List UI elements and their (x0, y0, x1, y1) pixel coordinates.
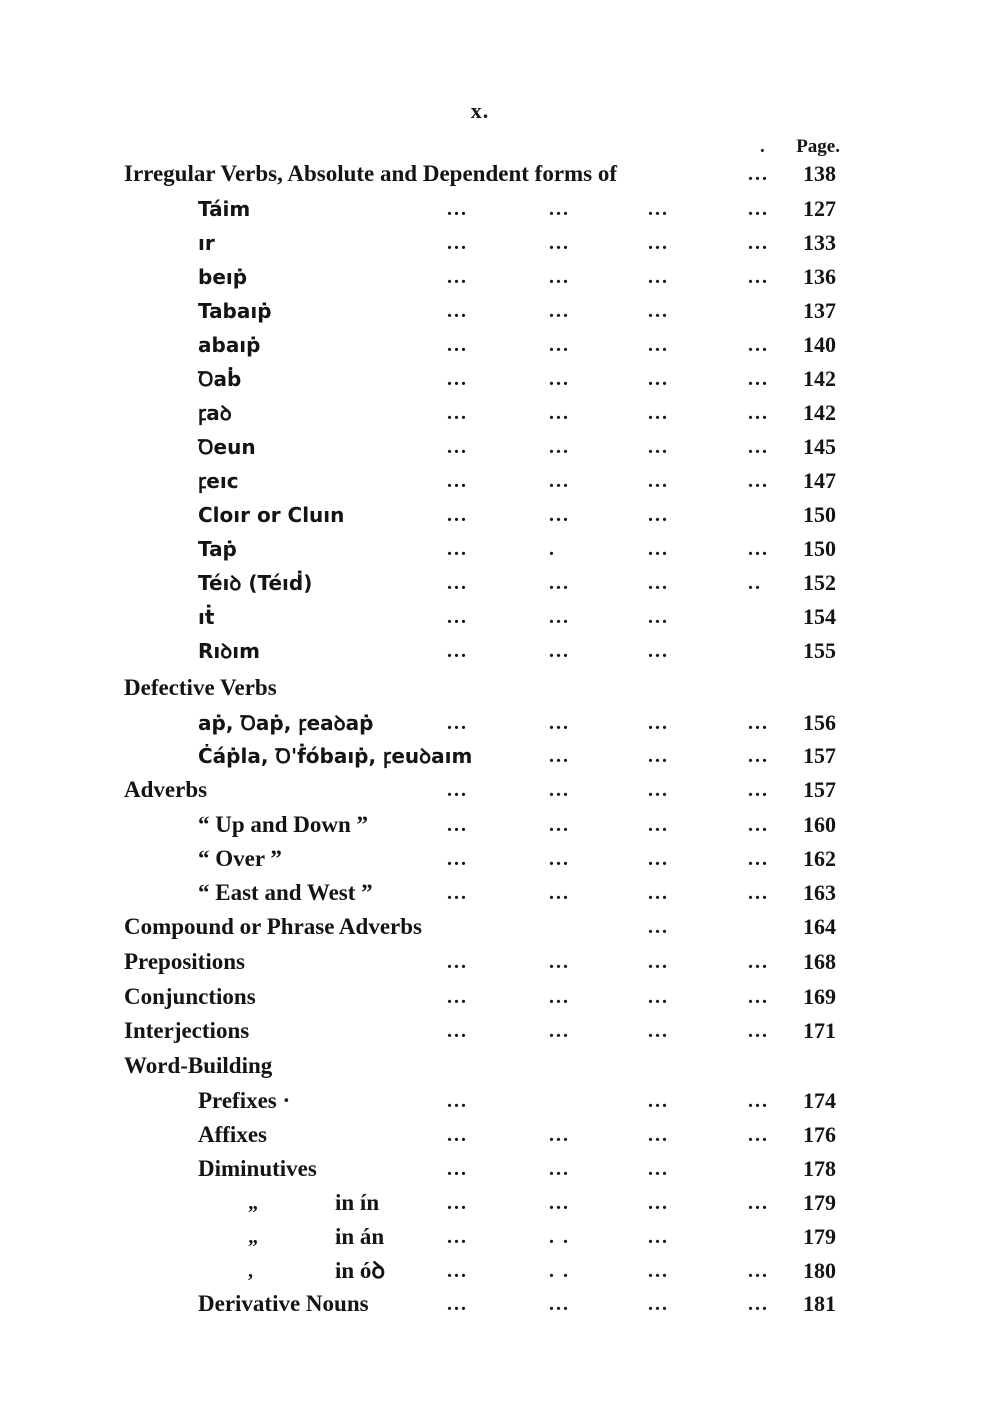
leader-dots: ... (748, 198, 769, 220)
entry-page: 176 (803, 1122, 836, 1147)
leader-dots: ... (748, 1260, 769, 1282)
leader-dots: ... (447, 848, 468, 870)
toc-entry (0, 397, 1000, 429)
toc-entry (0, 946, 1000, 978)
entry-label: ꝼaꝺ (198, 401, 232, 425)
leader-dots: . . (549, 1260, 570, 1282)
entry-page: 171 (803, 1018, 836, 1043)
leader-dots: . (549, 538, 556, 560)
toc-entry (0, 635, 1000, 667)
leader-dots: ... (748, 538, 769, 560)
column-dot: . (760, 136, 765, 157)
entry-page: 160 (803, 812, 836, 837)
leader-dots: ... (549, 300, 570, 322)
leader-dots: ... (748, 986, 769, 1008)
entry-page: 127 (803, 196, 836, 221)
entry-label: in án (335, 1224, 385, 1249)
toc-entry (0, 740, 1000, 772)
leader-dots: ... (549, 1293, 570, 1315)
entry-label: Word-Building (124, 1053, 273, 1078)
leader-dots: ... (748, 814, 769, 836)
leader-dots: ... (648, 640, 669, 662)
leader-dots: ... (447, 1226, 468, 1248)
leader-dots: ... (447, 606, 468, 628)
leader-dots: ... (549, 986, 570, 1008)
leader-dots: ... (549, 470, 570, 492)
entry-page: 157 (803, 777, 836, 802)
entry-label: Ꝺaḃ (198, 367, 242, 391)
leader-dots: ... (447, 538, 468, 560)
toc-entry (0, 707, 1000, 739)
leader-dots: ... (447, 334, 468, 356)
leader-dots: ... (648, 712, 669, 734)
leader-dots: ... (648, 986, 669, 1008)
page-column-header (760, 136, 840, 158)
toc-entry (0, 193, 1000, 225)
toc-entry (0, 431, 1000, 463)
leader-dots: ... (447, 572, 468, 594)
toc-entry (0, 295, 1000, 327)
leader-dots: ... (549, 572, 570, 594)
leader-dots: ... (748, 436, 769, 458)
leader-dots: .. (748, 572, 762, 594)
leader-dots: ... (748, 712, 769, 734)
entry-page: 164 (803, 914, 836, 939)
leader-dots: ... (549, 606, 570, 628)
entry-page: 162 (803, 846, 836, 871)
entry-label: abaıṗ (198, 333, 261, 357)
toc-entry (0, 981, 1000, 1013)
leader-dots: ... (648, 1226, 669, 1248)
entry-label: Tabaıṗ (198, 299, 272, 323)
entry-page: 147 (803, 468, 836, 493)
leader-dots: ... (447, 198, 468, 220)
entry-page: 174 (803, 1088, 836, 1113)
entry-page: 157 (803, 743, 836, 768)
toc-entry (0, 1119, 1000, 1151)
leader-dots: ... (648, 334, 669, 356)
toc-entry (0, 1153, 1000, 1185)
leader-dots: ... (648, 572, 669, 594)
leader-dots: ... (549, 779, 570, 801)
leader-dots: ... (549, 814, 570, 836)
leader-dots: ... (549, 848, 570, 870)
entry-page: 138 (803, 161, 836, 186)
leader-dots: ... (447, 402, 468, 424)
leader-dots: ... (748, 163, 769, 185)
leader-dots: ... (447, 1020, 468, 1042)
leader-dots: ... (549, 334, 570, 356)
leader-dots: ... (748, 779, 769, 801)
leader-dots: ... (648, 232, 669, 254)
entry-page: 155 (803, 638, 836, 663)
toc-entry (0, 1187, 1000, 1219)
entry-label: Derivative Nouns (198, 1291, 369, 1316)
leader-dots: ... (748, 266, 769, 288)
leader-dots: ... (447, 640, 468, 662)
entry-label: Ċáṗla, Ꝺ'ḟóbaıṗ, ꝼeuꝺaım (198, 744, 473, 768)
entry-page: 169 (803, 984, 836, 1009)
entry-page: 150 (803, 536, 836, 561)
ditto-mark: „ (248, 1226, 258, 1248)
toc-entry (0, 911, 1000, 943)
leader-dots: ... (447, 504, 468, 526)
leader-dots: ... (549, 198, 570, 220)
toc-entry (0, 158, 1000, 190)
leader-dots: ... (447, 1293, 468, 1315)
entry-page: 152 (803, 570, 836, 595)
leader-dots: ... (748, 1192, 769, 1214)
entry-page: 137 (803, 298, 836, 323)
entry-page: 179 (803, 1224, 836, 1249)
leader-dots: ... (549, 712, 570, 734)
leader-dots: ... (549, 1124, 570, 1146)
leader-dots: ... (447, 712, 468, 734)
leader-dots: ... (648, 504, 669, 526)
leader-dots: ... (549, 951, 570, 973)
leader-dots: ... (447, 1158, 468, 1180)
toc-entry (0, 261, 1000, 293)
leader-dots: ... (648, 1090, 669, 1112)
leader-dots: ... (648, 470, 669, 492)
leader-dots: ... (447, 1090, 468, 1112)
toc-entry (0, 227, 1000, 259)
leader-dots: ... (648, 606, 669, 628)
leader-dots: ... (648, 745, 669, 767)
leader-dots: ... (447, 882, 468, 904)
toc-entry (0, 329, 1000, 361)
ditto-mark: „ (248, 1192, 258, 1214)
entry-label: Táim (198, 197, 251, 221)
leader-dots: ... (447, 300, 468, 322)
leader-dots: ... (549, 640, 570, 662)
leader-dots: ... (648, 779, 669, 801)
leader-dots: ... (648, 266, 669, 288)
leader-dots: ... (549, 882, 570, 904)
entry-label: Rıꝺım (198, 639, 260, 663)
entry-page: 178 (803, 1156, 836, 1181)
entry-page: 180 (803, 1258, 836, 1283)
leader-dots: ... (748, 951, 769, 973)
entry-label: Defective Verbs (124, 675, 277, 700)
leader-dots: ... (648, 951, 669, 973)
toc-entry (0, 1288, 1000, 1320)
leader-dots: ... (447, 368, 468, 390)
entry-label: ır (198, 231, 215, 255)
leader-dots: ... (648, 916, 669, 938)
entry-page: 140 (803, 332, 836, 357)
leader-dots: ... (447, 1260, 468, 1282)
leader-dots: ... (549, 745, 570, 767)
entry-label: “ East and West ” (198, 880, 373, 905)
entry-page: 156 (803, 710, 836, 735)
toc-entry (0, 533, 1000, 565)
entry-page: 142 (803, 400, 836, 425)
leader-dots: ... (447, 436, 468, 458)
entry-label: Interjections (124, 1018, 250, 1043)
toc-section-heading (0, 672, 1000, 704)
leader-dots: ... (648, 402, 669, 424)
entry-page: 142 (803, 366, 836, 391)
leader-dots: . . (549, 1226, 570, 1248)
toc-entry (0, 499, 1000, 531)
leader-dots: ... (748, 368, 769, 390)
toc-entry (0, 465, 1000, 497)
toc-entry (0, 877, 1000, 909)
leader-dots: ... (748, 745, 769, 767)
entry-label: Irregular Verbs, Absolute and Dependent forms of (124, 161, 618, 186)
entry-page: 150 (803, 502, 836, 527)
entry-label: in óꝺ (335, 1258, 386, 1283)
leader-dots: ... (748, 1020, 769, 1042)
leader-dots: ... (648, 1158, 669, 1180)
entry-page: 179 (803, 1190, 836, 1215)
toc-entry (0, 774, 1000, 806)
entry-page: 168 (803, 949, 836, 974)
roman-page-number: x. (470, 98, 490, 123)
entry-label: Ꝺeun (198, 435, 256, 459)
toc-entry (0, 843, 1000, 875)
entry-label: Compound or Phrase Adverbs (124, 914, 422, 939)
leader-dots: ... (648, 538, 669, 560)
leader-dots: ... (648, 300, 669, 322)
leader-dots: ... (748, 470, 769, 492)
entry-label: in ín (335, 1190, 380, 1215)
entry-label: Prepositions (124, 949, 245, 974)
leader-dots: ... (648, 814, 669, 836)
leader-dots: ... (549, 1020, 570, 1042)
entry-label: Adverbs (124, 777, 208, 802)
toc-entry (0, 1085, 1000, 1117)
leader-dots: ... (648, 1124, 669, 1146)
toc-entry (0, 1015, 1000, 1047)
entry-page: 163 (803, 880, 836, 905)
toc-entry (0, 1255, 1000, 1287)
leader-dots: ... (447, 814, 468, 836)
leader-dots: ... (447, 232, 468, 254)
toc-entry (0, 809, 1000, 841)
leader-dots: ... (549, 368, 570, 390)
leader-dots: ... (549, 266, 570, 288)
entry-label: Taṗ (198, 537, 237, 561)
leader-dots: ... (648, 1260, 669, 1282)
toc-entry (0, 601, 1000, 633)
entry-page: 154 (803, 604, 836, 629)
page-column-label: Page. (796, 136, 840, 157)
toc-section-heading (0, 1050, 1000, 1082)
entry-label: aṗ, Ꝺaṗ, ꝼeaꝺaṗ (198, 711, 374, 735)
leader-dots: ... (447, 986, 468, 1008)
entry-label: Affixes (198, 1122, 267, 1147)
leader-dots: ... (549, 436, 570, 458)
leader-dots: ... (748, 334, 769, 356)
entry-label: ꝼeıc (198, 469, 239, 493)
entry-label: ıṫ (198, 605, 215, 629)
leader-dots: ... (648, 436, 669, 458)
leader-dots: ... (447, 470, 468, 492)
entry-label: “ Over ” (198, 846, 282, 871)
leader-dots: ... (748, 1090, 769, 1112)
toc-entry (0, 1221, 1000, 1253)
leader-dots: ... (648, 368, 669, 390)
leader-dots: ... (648, 1192, 669, 1214)
entry-page: 133 (803, 230, 836, 255)
leader-dots: ... (447, 779, 468, 801)
leader-dots: ... (748, 848, 769, 870)
leader-dots: ... (447, 951, 468, 973)
leader-dots: ... (748, 1293, 769, 1315)
entry-label: Téıꝺ (Téıḋ) (198, 571, 313, 595)
leader-dots: ... (648, 1293, 669, 1315)
entry-label: Prefixes · (198, 1088, 291, 1113)
entry-label: Cloır or Cluın (198, 503, 345, 527)
entry-page: 145 (803, 434, 836, 459)
leader-dots: ... (447, 1192, 468, 1214)
leader-dots: ... (447, 1124, 468, 1146)
leader-dots: ... (447, 266, 468, 288)
leader-dots: ... (748, 882, 769, 904)
leader-dots: ... (549, 1192, 570, 1214)
leader-dots: ... (648, 198, 669, 220)
leader-dots: ... (648, 1020, 669, 1042)
entry-label: “ Up and Down ” (198, 812, 368, 837)
toc-entry (0, 363, 1000, 395)
leader-dots: ... (748, 1124, 769, 1146)
leader-dots: ... (549, 1158, 570, 1180)
toc-entry (0, 567, 1000, 599)
leader-dots: ... (549, 402, 570, 424)
leader-dots: ... (748, 402, 769, 424)
entry-page: 136 (803, 264, 836, 289)
leader-dots: ... (748, 232, 769, 254)
entry-label: Conjunctions (124, 984, 256, 1009)
entry-label: beıṗ (198, 265, 248, 289)
leader-dots: ... (549, 232, 570, 254)
leader-dots: ... (648, 848, 669, 870)
entry-label: Diminutives (198, 1156, 317, 1181)
leader-dots: ... (648, 882, 669, 904)
leader-dots: ... (549, 504, 570, 526)
entry-page: 181 (803, 1291, 836, 1316)
ditto-mark: , (248, 1260, 253, 1282)
